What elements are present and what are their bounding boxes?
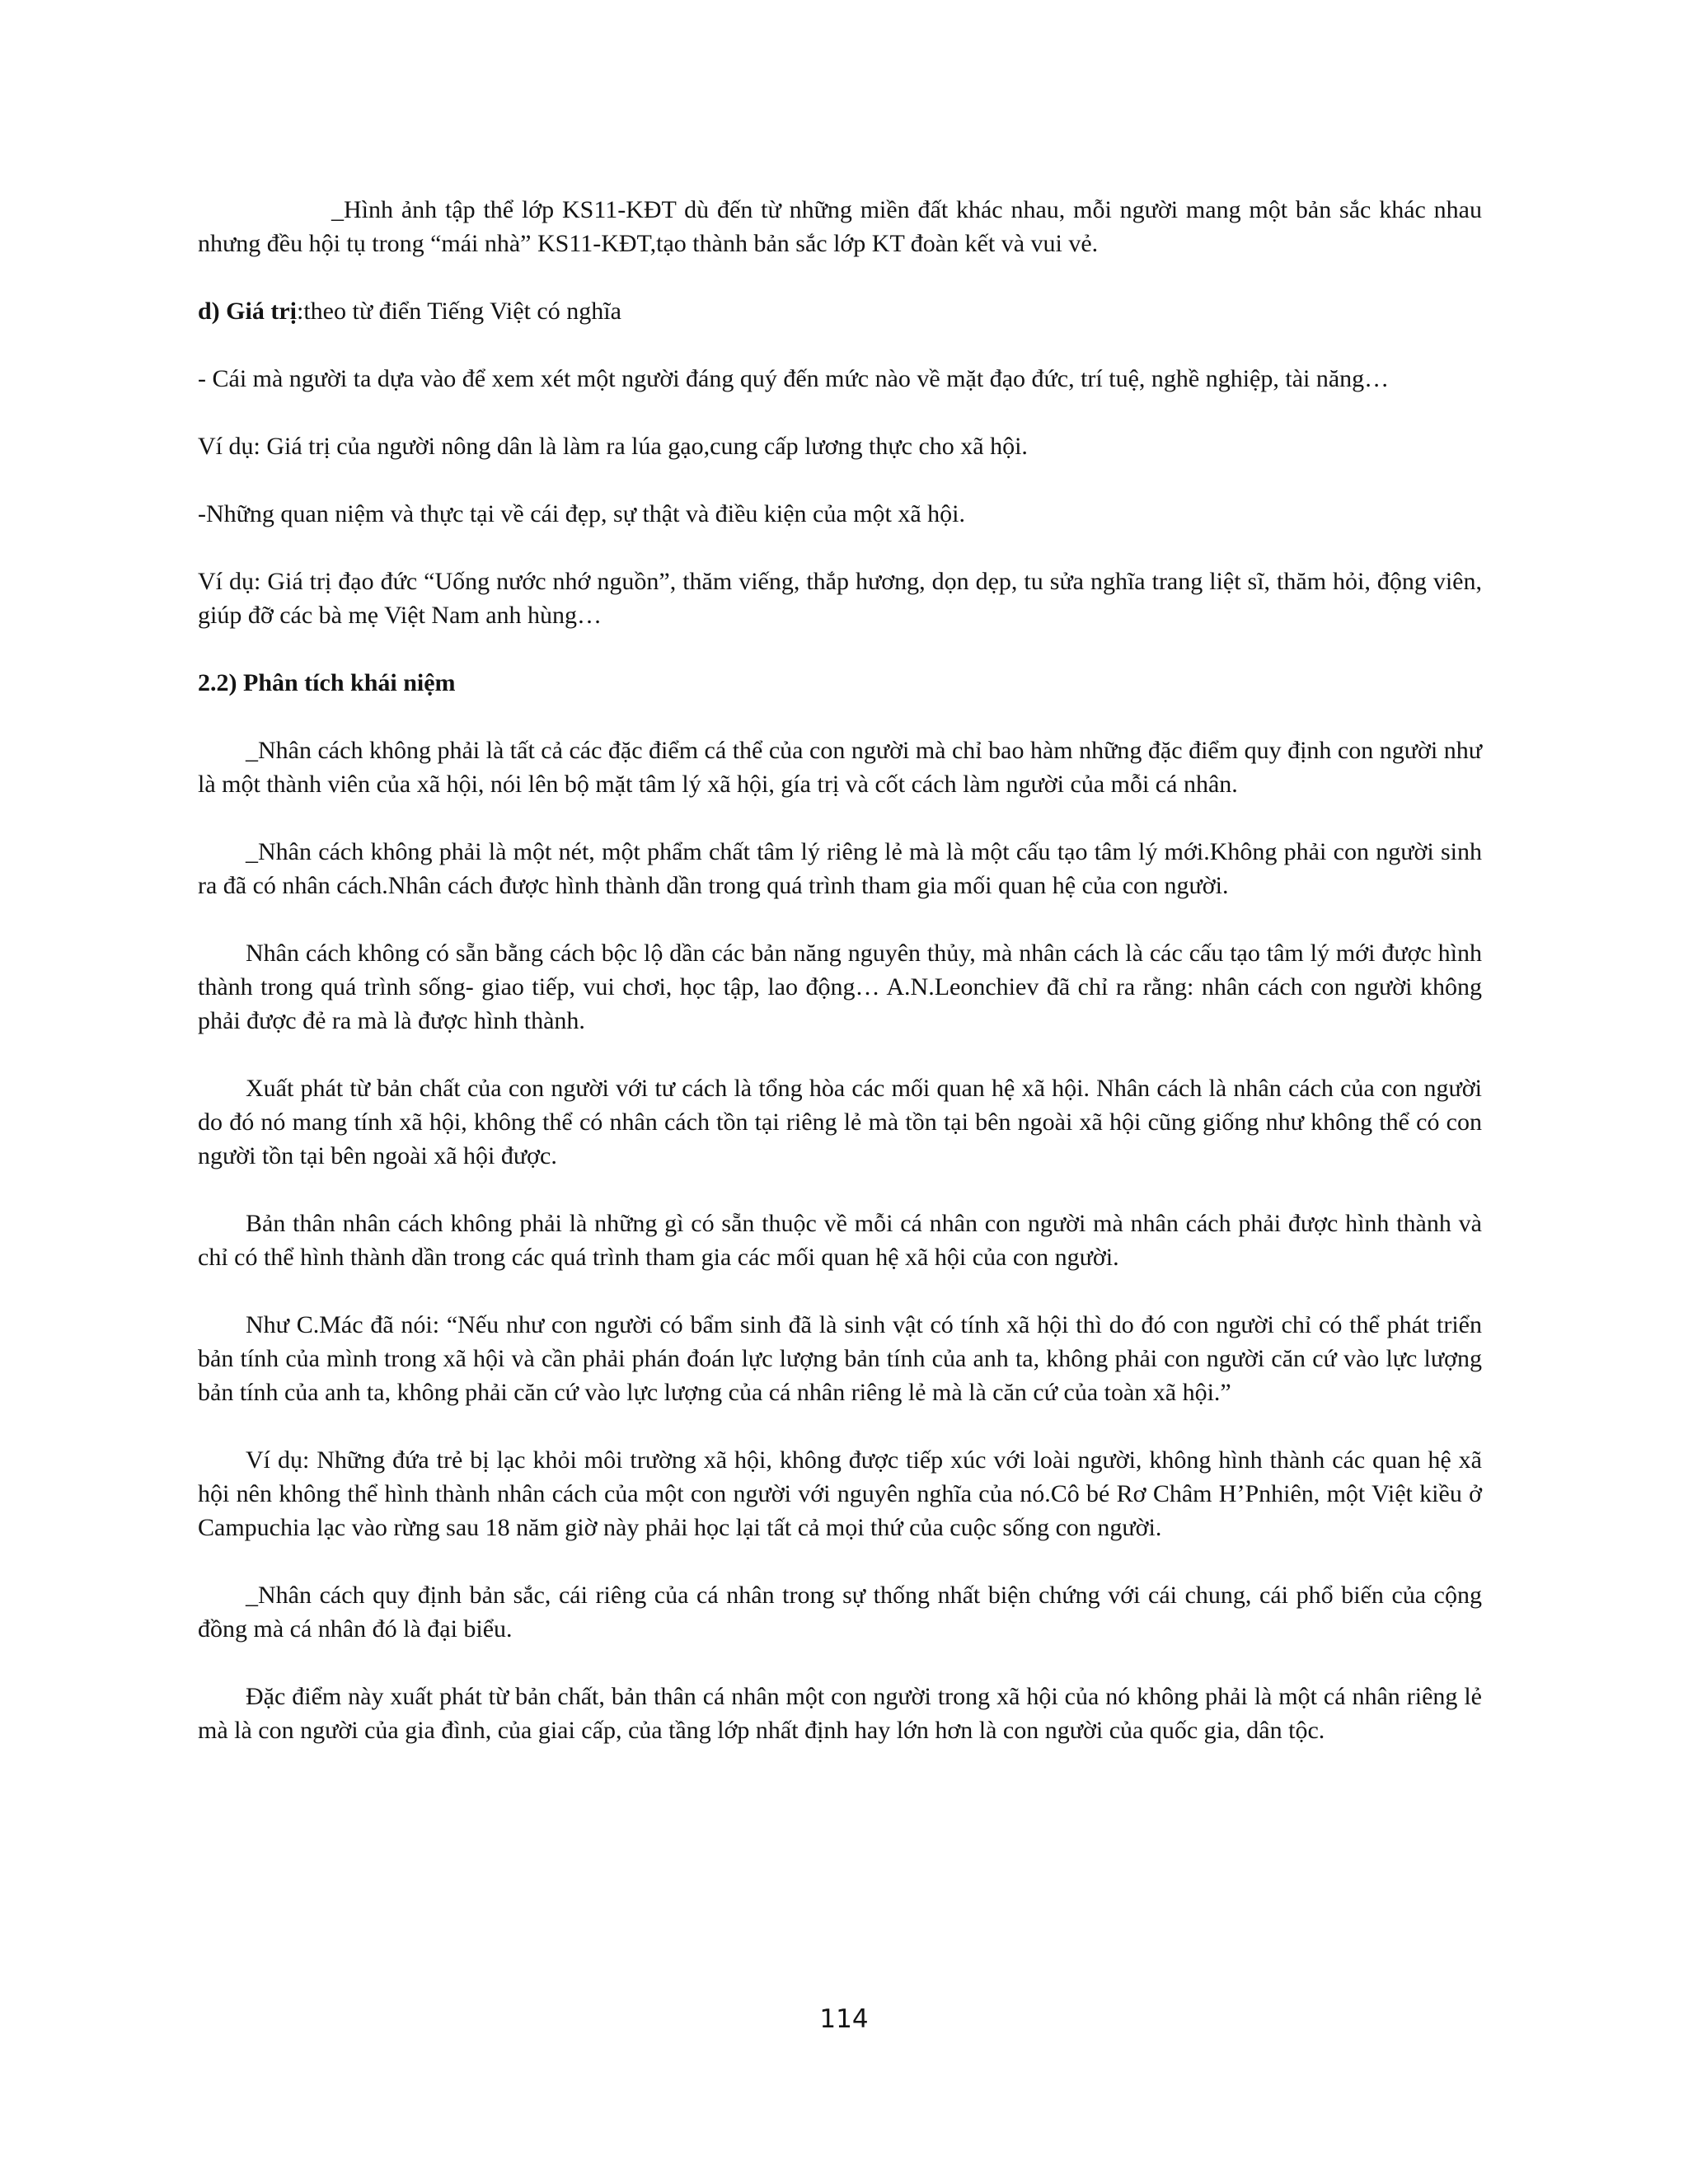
paragraph-class-image: _Hình ảnh tập thể lớp KS11-KĐT dù đến từ những miền đất khác nhau, mỗi người mang một bản sắc khác nhau nhưng đều hội tụ trong “mái nhà” KS11-KĐT,tạo thành bản sắc lớp KT đoàn kết và vui vẻ. [198,196,1482,257]
document-page [198,193,1482,1781]
paragraph-value-meaning-2: -Những quan niệm và thực tại về cái đẹp, sự thật và điều kiện của một xã hội. [198,500,966,527]
paragraph-example-moral: Ví dụ: Giá trị đạo đức “Uống nước nhớ nguồn”, thăm viếng, thắp hương, dọn dẹp, tu sửa nghĩa trang liệt sĩ, thăm hỏi, động viên, giúp đỡ các bà mẹ Việt Nam anh hùng… [198,568,1482,629]
page-number: 114 [819,2004,869,2034]
value-heading: d) Giá trị [198,298,297,325]
paragraph-value-definition [198,294,1482,328]
paragraph-personality-1: _Nhân cách không phải là tất cả các đặc điểm cá thể của con người mà chỉ bao hàm những đặc điểm quy định con người như là một thành viên của xã hội, nói lên bộ mặt tâm lý xã hội, gía trị và cốt cách làm người của mỗi cá nhân. [198,737,1482,798]
paragraph-personality-origin: Đặc điểm này xuất phát từ bản chất, bản thân cá nhân một con người trong xã hội của nó không phải là một cá nhân riêng lẻ mà là con người của gia đình, của giai cấp, của tầng lớp nhất định hay lớn hơn là con người của quốc gia, dân tộc. [198,1683,1482,1744]
value-heading-rest: :theo từ điển Tiếng Việt có nghĩa [297,298,621,325]
paragraph-personality-identity: _Nhân cách quy định bản sắc, cái riêng của cá nhân trong sự thống nhất biện chứng với cái chung, cái phổ biến của cộng đồng mà cá nhân đó là đại biểu. [198,1582,1482,1643]
paragraph-example-farmer: Ví dụ: Giá trị của người nông dân là làm ra lúa gạo,cung cấp lương thực cho xã hội. [198,433,1028,460]
paragraph-personality-3: Nhân cách không có sẵn bằng cách bộc lộ dần các bản năng nguyên thủy, mà nhân cách là các cấu tạo tâm lý mới được hình thành trong quá trình sống- giao tiếp, vui chơi, học tập, lao động… A.N.Leonchiev đã chỉ ra rằng: nhân cách con người không phải được đẻ ra mà là được hình thành. [198,940,1482,1034]
section-heading-2-2: 2.2) Phân tích khái niệm [198,669,456,696]
paragraph-marx-quote: Như C.Mác đã nói: “Nếu như con người có bẩm sinh đã là sinh vật có tính xã hội thì do đó con người chỉ có thể phát triển bản tính của mình trong xã hội và cần phải phán đoán lực lượng bản tính của anh ta, không phải con người căn cứ vào lực lượng bản tính của anh ta, không phải căn cứ vào lực lượng của cá nhân riêng lẻ mà là căn cứ của toàn xã hội.” [198,1311,1482,1406]
paragraph-personality-2: _Nhân cách không phải là một nét, một phẩm chất tâm lý riêng lẻ mà là một cấu tạo tâm lý mới.Không phải con người sinh ra đã có nhân cách.Nhân cách được hình thành dần trong quá trình tham gia mối quan hệ của con người. [198,838,1482,899]
paragraph-personality-5: Bản thân nhân cách không phải là những gì có sẵn thuộc về mỗi cá nhân con người mà nhân cách phải được hình thành và chỉ có thể hình thành dần trong các quá trình tham gia các mối quan hệ xã hội của con người. [198,1210,1482,1271]
paragraph-personality-4: Xuất phát từ bản chất của con người với tư cách là tổng hòa các mối quan hệ xã hội. Nhân cách là nhân cách của con người do đó nó mang tính xã hội, không thể có nhân cách tồn tại riêng lẻ mà tồn tại bên ngoài xã hội cũng giống như không thể có con người tồn tại bên ngoài xã hội được. [198,1075,1482,1169]
paragraph-value-meaning-1: - Cái mà người ta dựa vào để xem xét một người đáng quý đến mức nào về mặt đạo đức, trí tuệ, nghề nghiệp, tài năng… [198,365,1390,392]
paragraph-example-lost-child: Ví dụ: Những đứa trẻ bị lạc khỏi môi trường xã hội, không được tiếp xúc với loài người, không hình thành các quan hệ xã hội nên không thể hình thành nhân cách của một con người với nguyên nghĩa của nó.Cô bé Rơ Châm H’Pnhiên, một Việt kiều ở Campuchia lạc vào rừng sau 18 năm giờ này phải học lại tất cả mọi thứ của cuộc sống con người. [198,1446,1482,1541]
